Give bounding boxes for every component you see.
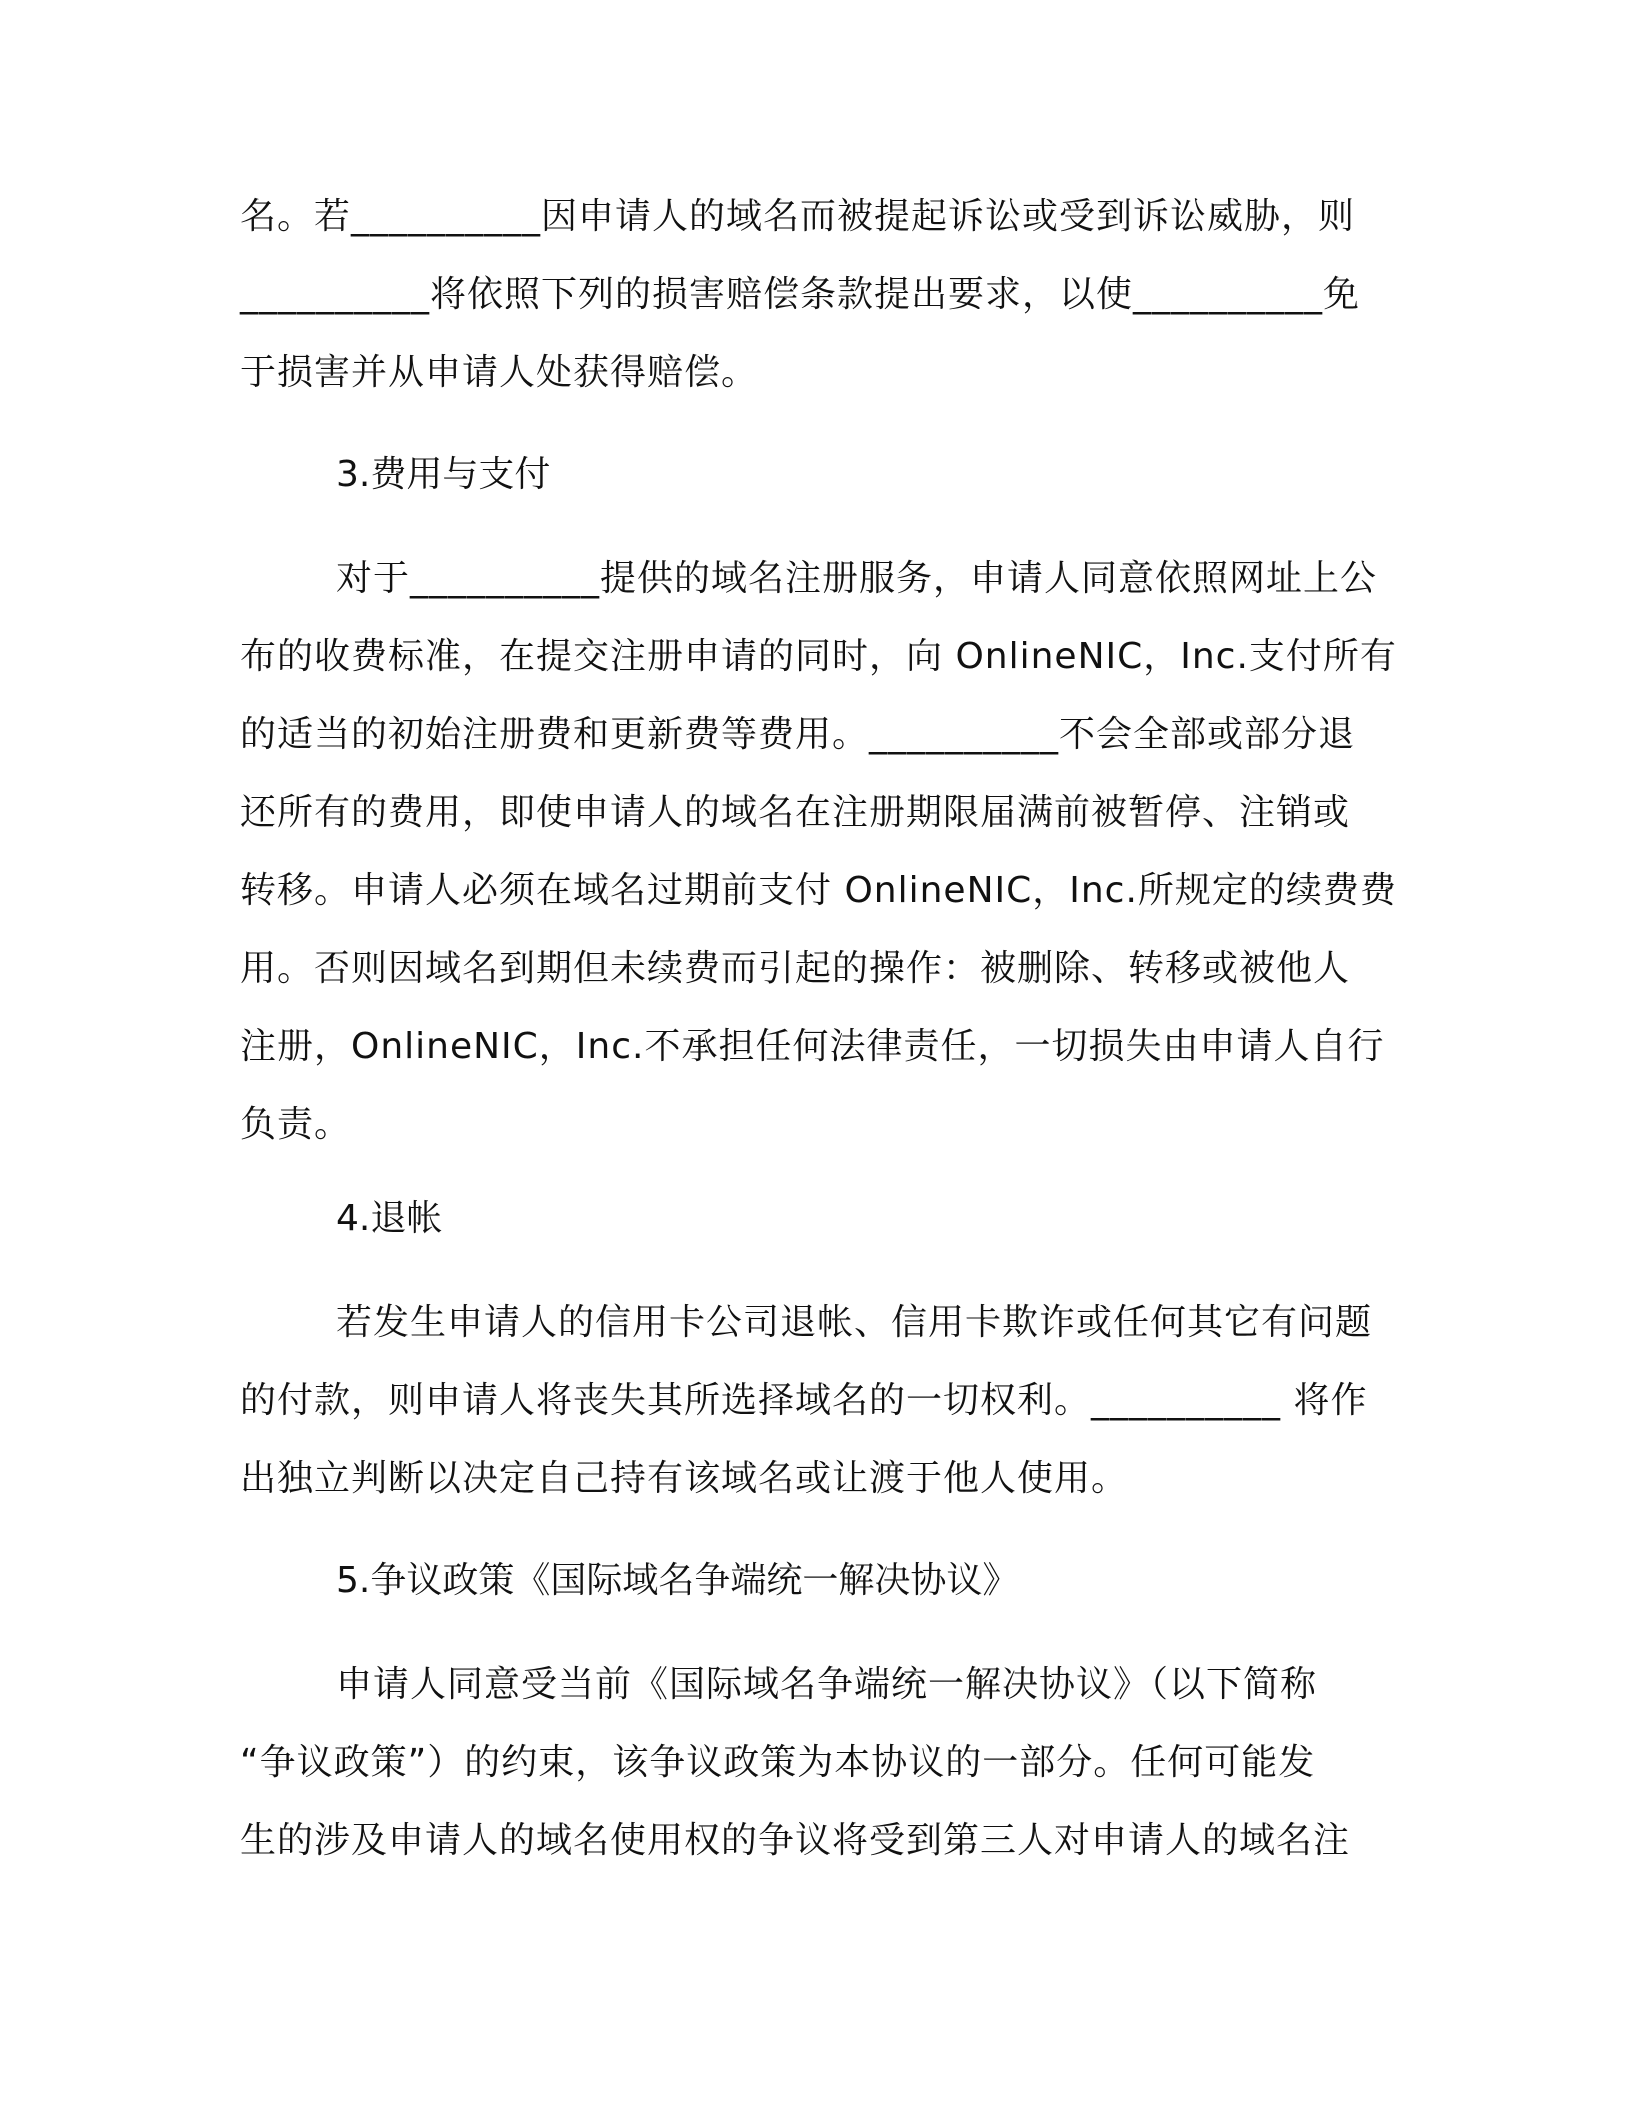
text-line: 转移。申请人必须在域名过期前支付 OnlineNIC，Inc.所规定的续费费 xyxy=(240,870,1397,911)
paragraph-chargeback xyxy=(240,1284,1388,1518)
text-line: 出独立判断以决定自己持有该域名或让渡于他人使用。 xyxy=(240,1458,1129,1499)
text-line: 布的收费标准，在提交注册申请的同时，向 OnlineNIC，Inc.支付所有 xyxy=(240,636,1397,677)
text-line: __________将依照下列的损害赔偿条款提出要求，以使__________免 xyxy=(240,274,1361,315)
text-line: 名。若__________因申请人的域名而被提起诉讼或受到诉讼威胁，则 xyxy=(240,196,1356,237)
section-heading-chargeback: 4.退帐 xyxy=(336,1198,443,1239)
text-line: 对于__________提供的域名注册服务，申请人同意依照网址上公 xyxy=(336,558,1378,599)
text-line: 负责。 xyxy=(240,1104,352,1145)
text-line: 生的涉及申请人的域名使用权的争议将受到第三人对申请人的域名注 xyxy=(240,1820,1351,1861)
text-line: 若发生申请人的信用卡公司退帐、信用卡欺诈或任何其它有问题 xyxy=(336,1302,1373,1343)
paragraph-fees xyxy=(240,540,1397,1164)
section-heading-fees: 3.费用与支付 xyxy=(336,454,551,495)
paragraph-dispute-policy xyxy=(240,1646,1388,1880)
text-line: 的付款，则申请人将丧失其所选择域名的一切权利。__________ 将作 xyxy=(240,1380,1368,1421)
text-line: 的适当的初始注册费和更新费等费用。__________不会全部或部分退 xyxy=(240,714,1356,755)
text-line: 注册，OnlineNIC，Inc.不承担任何法律责任，一切损失由申请人自行 xyxy=(240,1026,1385,1067)
text-line: 还所有的费用，即使申请人的域名在注册期限届满前被暂停、注销或 xyxy=(240,792,1351,833)
section-heading-dispute-policy: 5.争议政策《国际域名争端统一解决协议》 xyxy=(336,1560,1019,1601)
paragraph-damages xyxy=(240,178,1388,412)
text-line: 于损害并从申请人处获得赔偿。 xyxy=(240,352,759,393)
text-line: 用。否则因域名到期但未续费而引起的操作：被删除、转移或被他人 xyxy=(240,948,1351,989)
text-line: 申请人同意受当前《国际域名争端统一解决协议》（以下简称 xyxy=(336,1664,1318,1705)
text-line: “争议政策”）的约束，该争议政策为本协议的一部分。任何可能发 xyxy=(240,1742,1316,1783)
